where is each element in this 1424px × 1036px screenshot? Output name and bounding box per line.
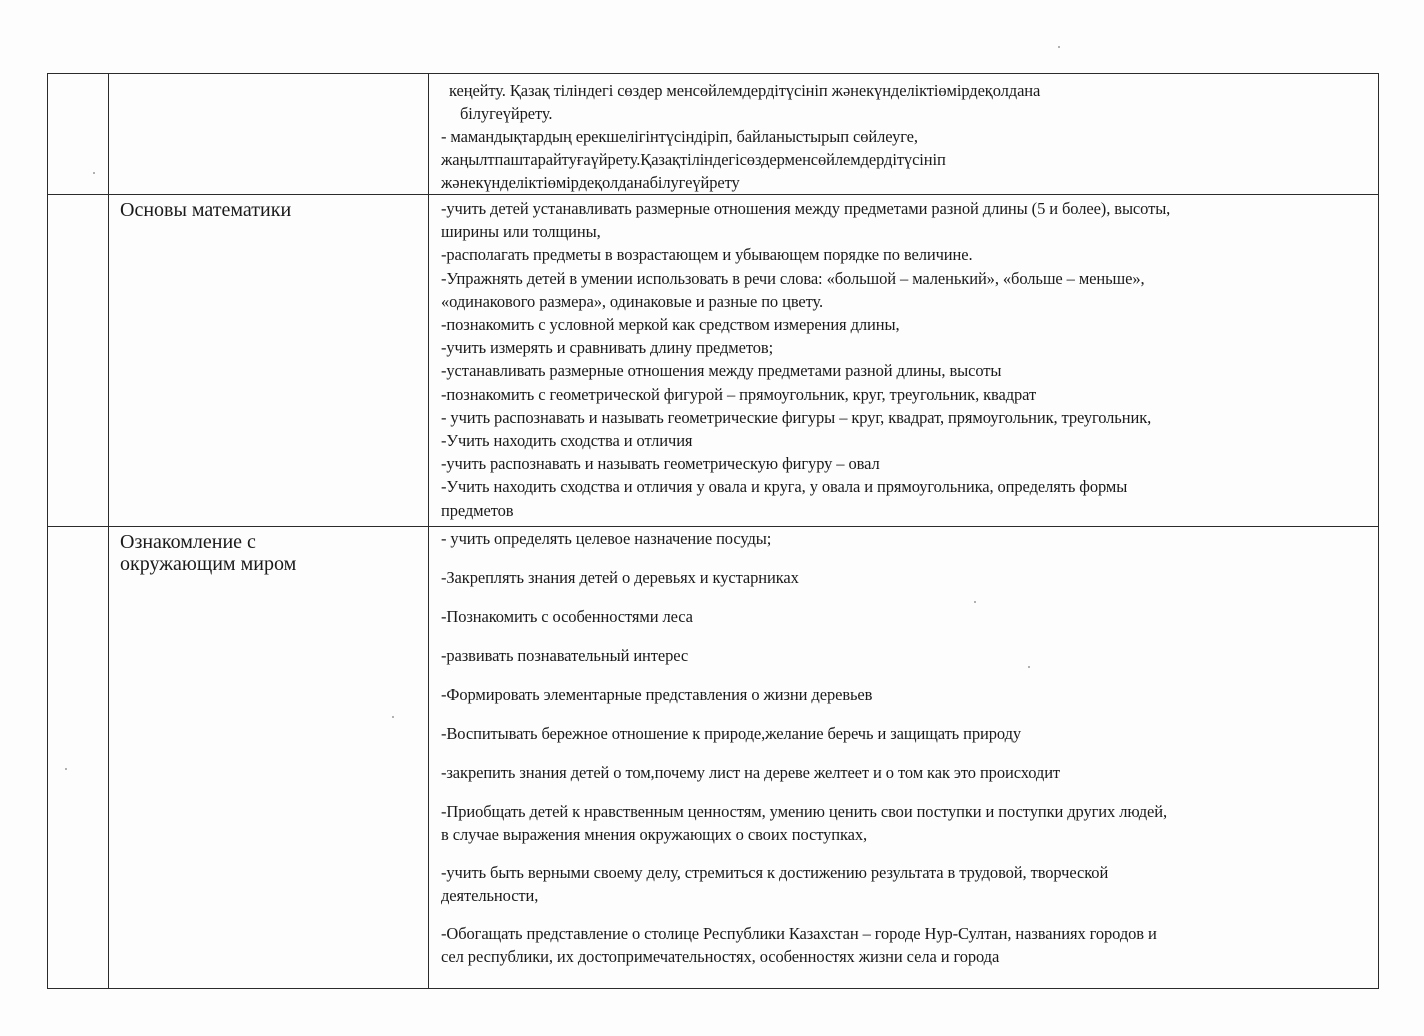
- goal-line: -Воспитывать бережное отношение к природе,желание беречь и защищать природу: [441, 724, 1022, 743]
- goal-line: -учить измерять и сравнивать длину предметов;: [441, 338, 774, 358]
- table-row: [48, 527, 1379, 989]
- goals-cell: [429, 195, 1379, 527]
- goal-item: [441, 722, 1370, 745]
- goal-line: -познакомить с условной меркой как средством измерения длины,: [441, 315, 900, 335]
- goal-line: «одинакового размера», одинаковые и разные по цвету.: [441, 291, 824, 311]
- goal-line: жаңылтпаштарайтуғаүйрету.Қазақтіліндегісөздерменсөйлемдердітүсініп: [441, 150, 946, 169]
- goal-line: в случае выражения мнения окружающих о своих поступках,: [441, 825, 868, 844]
- goal-item: [441, 527, 1370, 550]
- goal-item: [441, 761, 1370, 784]
- goal-line: ширины или толщины,: [441, 222, 601, 242]
- goal-line: -располагать предметы в возрастающем и убывающем порядке по величине.: [441, 245, 973, 265]
- goals-list: [429, 74, 1378, 194]
- section-cell: [109, 74, 429, 195]
- goal-line: - мамандықтардың ерекшелігінтүсіндіріп, байланыстырып сөйлеуге,: [441, 127, 918, 146]
- goals-list: [429, 527, 1378, 968]
- section-title-line: окружающим миром: [120, 553, 297, 575]
- goal-line: жәнекүнделіктіөмірдеқолданабілугеүйрету: [441, 173, 740, 192]
- goals-cell: [429, 527, 1379, 989]
- goal-line: -Учить находить сходства и отличия: [441, 431, 693, 451]
- goal-line: -Учить находить сходства и отличия у овала и круга, у овала и прямоугольника, определять формы: [441, 477, 1128, 497]
- section-title-line: Ознакомление с: [120, 531, 256, 553]
- goal-item: [441, 566, 1370, 589]
- section-title: [109, 527, 428, 575]
- goal-line: - учить распознавать и называть геометрические фигуры – круг, квадрат, прямоугольник, треугольник,: [441, 407, 1152, 427]
- scan-speck: [1058, 46, 1060, 48]
- goal-line: деятельности,: [441, 886, 539, 905]
- goal-line: -развивать познавательный интерес: [441, 646, 689, 665]
- goal-line: -Познакомить с особенностями леса: [441, 607, 693, 626]
- goal-item: [441, 861, 1370, 907]
- goal-line: -учить распознавать и называть геометрическую фигуру – овал: [441, 454, 880, 474]
- goal-line: -познакомить с геометрической фигурой – прямоугольник, круг, треугольник, квадрат: [441, 384, 1037, 404]
- goal-item: [441, 605, 1370, 628]
- index-cell: [48, 74, 109, 195]
- goals-list: [429, 195, 1378, 522]
- goal-line: -учить детей устанавливать размерные отношения между предметами разной длины (5 и более), высоты,: [441, 199, 1171, 218]
- goal-line: -Обогащать представление о столице Республики Казахстан – городе Нур-Султан, названиях городов и: [441, 924, 1157, 943]
- goal-line: кеңейту. Қазақ тіліндегі сөздер менсөйлемдердітүсініп жәнекүнделіктіөмірдеқолдана: [449, 81, 1041, 100]
- table-row: [48, 195, 1379, 527]
- goal-line: сел республики, их достопримечательностях, особенностях жизни села и города: [441, 947, 1000, 966]
- goal-line: -Приобщать детей к нравственным ценностям, умению ценить свои поступки и поступки других людей,: [441, 802, 1167, 821]
- goal-item: [441, 683, 1370, 706]
- goal-item: [441, 922, 1370, 968]
- index-cell: [48, 195, 109, 527]
- goal-line: предметов: [441, 500, 514, 520]
- goal-item: [441, 644, 1370, 667]
- goal-line: -Закреплять знания детей о деревьях и кустарниках: [441, 568, 799, 587]
- goal-line: -Упражнять детей в умении использовать в речи слова: «большой – маленький», «больше – меньше»,: [441, 268, 1145, 288]
- section-cell: [109, 195, 429, 527]
- table-row: [48, 74, 1379, 195]
- goals-cell: [429, 74, 1379, 195]
- curriculum-table: [47, 73, 1379, 989]
- section-cell: [109, 527, 429, 989]
- index-cell: [48, 527, 109, 989]
- section-title: [109, 74, 428, 78]
- goal-line: -устанавливать размерные отношения между предметами разной длины, высоты: [441, 361, 1002, 381]
- goal-line: -Формировать элементарные представления о жизни деревьев: [441, 685, 873, 704]
- goal-line: -закрепить знания детей о том,почему лист на дереве желтеет и о том как это происходит: [441, 763, 1061, 782]
- goal-line: -учить быть верными своему делу, стремиться к достижению результата в трудовой, творческой: [441, 863, 1109, 882]
- goal-line: - учить определять целевое назначение посуды;: [441, 529, 772, 548]
- goal-line: білугеүйрету.: [460, 104, 553, 123]
- section-title: Основы математики: [120, 199, 292, 221]
- goal-item: [441, 800, 1370, 846]
